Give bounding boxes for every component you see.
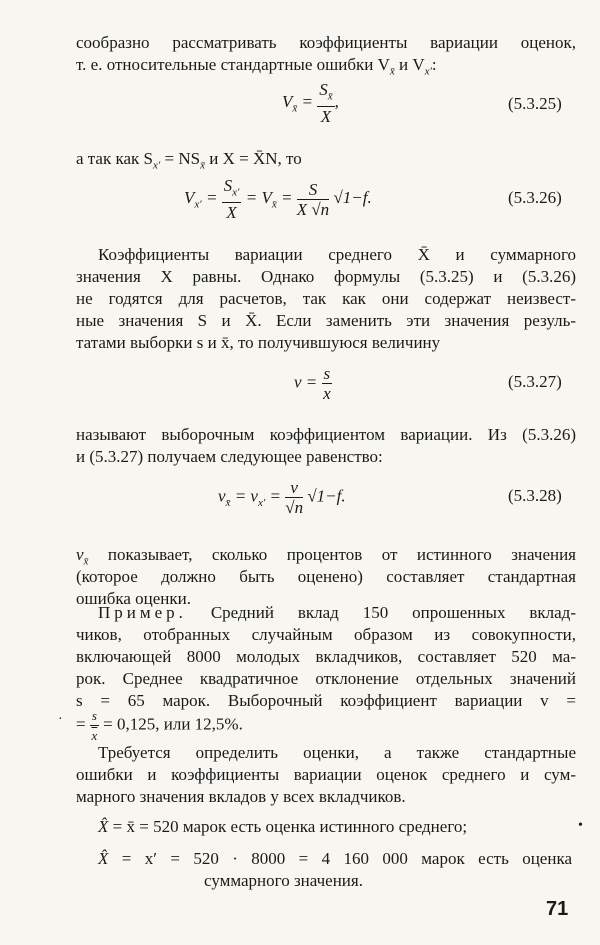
text-line: и (5.3.27) получаем следующее равенство: bbox=[76, 447, 383, 466]
equation-number: (5.3.28) bbox=[508, 486, 562, 505]
equation-5-3-25: $V_{x̄}$ = $\frac{S_{x̄}}{X}$ , bbox=[282, 80, 339, 127]
equation-number: (5.3.25) bbox=[508, 94, 562, 113]
text-line: = $\frac{s}{x}$ = 0,125, или 12,5%. bbox=[76, 708, 243, 743]
text-line: (которое должно быть оценено) составляет стандартная bbox=[76, 567, 576, 586]
text-line: называют выборочным коэффициентом вариации. Из (5.3.26) bbox=[76, 425, 576, 444]
text-line: значения X равны. Однако формулы (5.3.25) и (5.3.26) bbox=[76, 267, 576, 286]
text-line: $v_{x̄}$ показывает, сколько процентов от истинного значения bbox=[76, 545, 576, 568]
text-line: суммарного значения. bbox=[204, 871, 363, 890]
equation-5-3-28: $v_{x̄} = v_{x'}$ = $\frac{v}{√n}$ √1−f. bbox=[218, 478, 346, 517]
text-line: X̂ = x′ = 520 · 8000 = 4 160 000 марок есть оценка bbox=[98, 849, 572, 868]
text-line: т. е. относительные стандартные ошибки $V_{x̄}$ и $V_{x'}$: bbox=[76, 55, 437, 78]
text-line: татами выборки s и x̄, то получившуюся величину bbox=[76, 333, 441, 352]
text-line: s = 65 марок. Выборочный коэффициент вариации v = bbox=[76, 691, 576, 710]
text-line: рок. Среднее квадратичное отклонение отдельных значений bbox=[76, 669, 576, 688]
equation-5-3-27: v = $\frac{s}{x}$ bbox=[294, 364, 331, 403]
margin-mark: · bbox=[58, 712, 63, 727]
text-line: не годятся для расчетов, так как они содержат неизвест- bbox=[76, 289, 576, 308]
text-line: сообразно рассматривать коэффициенты вариации оценок, bbox=[76, 33, 576, 52]
margin-mark: • bbox=[578, 818, 583, 833]
text-line: включающей 8000 молодых вкладчиков, составляет 520 ма- bbox=[76, 647, 576, 666]
equation-number: (5.3.27) bbox=[508, 372, 562, 391]
page-number: 71 bbox=[546, 898, 569, 920]
text-line: ные значения S и X̄. Если заменить эти значения резуль- bbox=[76, 311, 576, 330]
equation-number: (5.3.26) bbox=[508, 188, 562, 207]
text-line: Коэффициенты вариации среднего X̄ и суммарного bbox=[98, 245, 576, 264]
equation-5-3-26: $V_{x'}$ = $\frac{S_{x'}}{X}$ = $V_{x̄}$ = $\frac{S}{X √n}$ √1−f. bbox=[184, 176, 372, 223]
text-line: марного значения вкладов у всех вкладчиков. bbox=[76, 787, 406, 806]
text-line: а так как $S_{x'} = NS_{x̄}$ и X = X̄N, то bbox=[76, 149, 302, 172]
text-line: Требуется определить оценки, а также стандартные bbox=[98, 743, 576, 762]
text-line: чиков, отобранных случайным образом из совокупности, bbox=[76, 625, 576, 644]
example-label: Пример. bbox=[98, 603, 187, 622]
text-line: X̂ = x̄ = 520 марок есть оценка истинного среднего; bbox=[98, 817, 468, 836]
text-line: Пример. Средний вклад 150 опрошенных вклад- bbox=[98, 603, 576, 622]
text-line: ошибки и коэффициенты вариации оценок среднего и сум- bbox=[76, 765, 576, 784]
text-line: ошибка оценки. bbox=[76, 589, 191, 608]
